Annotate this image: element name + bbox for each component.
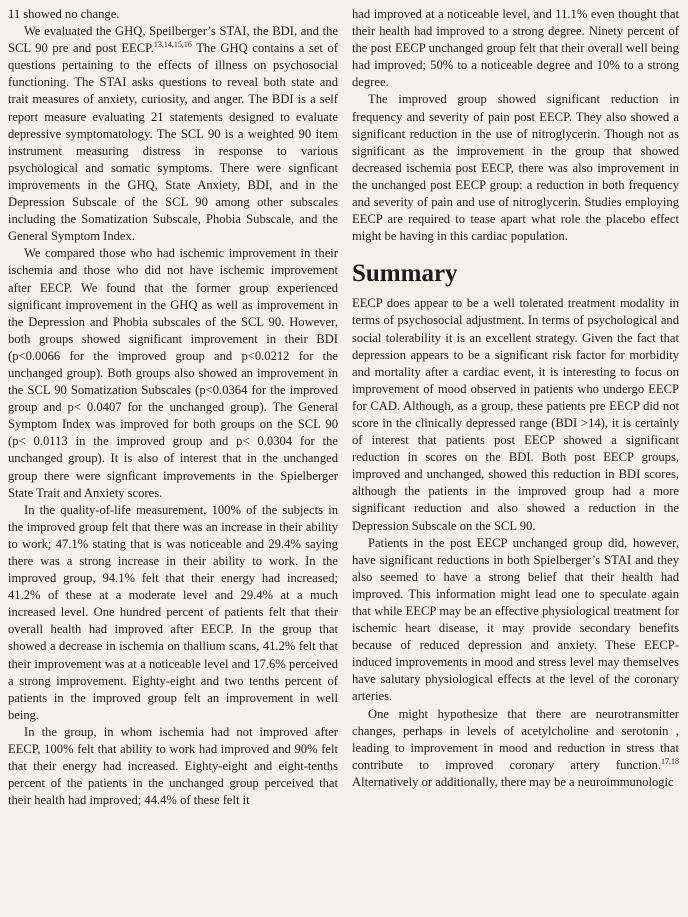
paragraph: 11 showed no change. — [8, 7, 120, 21]
left-column — [8, 6, 338, 809]
paragraph: had improved at a noticeable level, and 11.1% even thought that their health had improved to a strong degree. Ninety percent of the post EECP unchanged group felt that their overall well being had improved; 50% to a noticeable degree and 10% to a strong degree. — [352, 7, 679, 90]
paragraph: In the quality-of-life measurement, 100% of the subjects in the improved group felt that there was an increase in their ability to work; 47.1% stating that is was noticeable and 29.4% saying there was a strong increase in their ability to work. In the improved group, 94.1% felt that their energy had increased; 41.2% of these at a moderate level and 29.4% at a much increased level. One hundred percent of patients felt that their overall health had improved after EECP. In the group that showed a decrease in ischemia on thallium scans, 41.2% felt that their improvement was at a noticeable level and 17.6% perceived a strong improvement. Eighty-eight and two tenths percent of patients in the improved group felt an improvement in well being. — [8, 502, 338, 722]
paragraph: In the group, in whom ischemia had not improved after EECP, 100% felt that ability to work had improved and 90% felt that their energy had increased. Eighty-eight and eight-tenths percent of the patients in the unchanged group perceived that their health had improved; 44.4% of these felt it — [8, 724, 338, 808]
section-heading-summary: Summary — [352, 260, 458, 288]
right-column — [352, 6, 679, 791]
paragraph: Patients in the post EECP unchanged group did, however, have significant reductions in both Spielberger’s STAI and they also seemed to have a strong belief that their health had improved. This information might lead one to speculate again that while EECP may be an effective physiological treatment for ischemic heart disease, it may provide secondary benefits because of reduced depression and anxiety. These EECP-induced improvements in mood and stress level may themselves have salutary physiological effects at the level of the coronary arteries. — [352, 535, 679, 704]
paragraph: We compared those who had ischemic improvement in their ischemia and those who did not have ischemic improvement after EECP. We found that the former group experienced significant improvement in the GHQ as well as improvement in the Depression and Phobia subscales of the SCL 90. However, both groups showed significant improvement in their BDI (p<0.0066 for the improved group and p<0.0212 for the unchanged group). Both groups also showed an improvement in the SCL 90 Somatization Subscales (p<0.0364 for the improved group and p< 0.0407 for the unchanged group). The General Symptom Index was improved for both groups on the SCL 90 (p< 0.0113 in the improved group and p< 0.0304 for the unchanged group). It is also of interest that in the unchanged group there were signficant improvements in the Spielberger State Trait and Anxiety scores. — [8, 246, 338, 500]
paragraph: We evaluated the GHQ, Speilberger’s STAI, the BDI, and the SCL 90 pre and post EECP.$^{13,14,15,16}$ The GHQ contains a set of questions pertaining to the effects of illness on psychosocial functioning. The STAI asks questions to reveal both state and trait measures of anxiety, curiosity, and anger. The BDI is a self report measure evaluating 21 statements designed to evaluate depressive symptomatology. The SCL 90 is a weighted 90 item instrument measuring distress in response to various psychological and somatic symptoms. There were signficant improvements in the GHQ, State Anxiety, BDI, and in the Depression Subscale of the SCL 90 among other subscales including the Somatization Subscale, Phobia Subscale, and the General Symptom Index. — [8, 24, 338, 244]
paragraph: EECP does appear to be a well tolerated treatment modality in terms of psychosocial adjustment. In terms of psychological and social tolerability it is an excellent strategy. Given the fact that depression appears to be a significant risk factor for morbidity and mortality after a cardiac event, it is interesting to focus on improvement of mood observed in patients who undergo EECP for CAD. Although, as a group, these patients pre EECP did not score in the clinically depressed range (BDI >14), it is certainly of interest that patients post EECP showed a significant reduction in scores on the BDI. Both post EECP groups, improved and unchanged, showed this reduction in BDI scores, although the patients in the improved group had a more significant reduction and also showed a reduction in the Depression Subscale on the SCL 90. — [352, 296, 679, 533]
citation-superscript: 13,14,15,16 — [153, 40, 192, 49]
paragraph: One might hypothesize that there are neurotransmitter changes, perhaps in levels of acetylcholine and serotonin , leading to improvement in mood and reduction in stress that contribute to improved coronary artery function.$^{17,18}$ Alternatively or additionally, there may be a neuroimmunologic — [352, 706, 679, 789]
paragraph: The improved group showed significant reduction in frequency and severity of pain post EECP. They also showed a significant reduction in the use of nitroglycerin. Though not as significant as the improvement in the group that showed decreased ischemia post EECP, there was also improvement in the unchanged post EECP group: a reduction in both frequency and severity of pain and use of nitroglycerin. Studies employing EECP are required to tease apart what role the placebo effect might be having in this cardiac population. — [352, 92, 679, 244]
citation-superscript: 17,18 — [661, 756, 679, 766]
